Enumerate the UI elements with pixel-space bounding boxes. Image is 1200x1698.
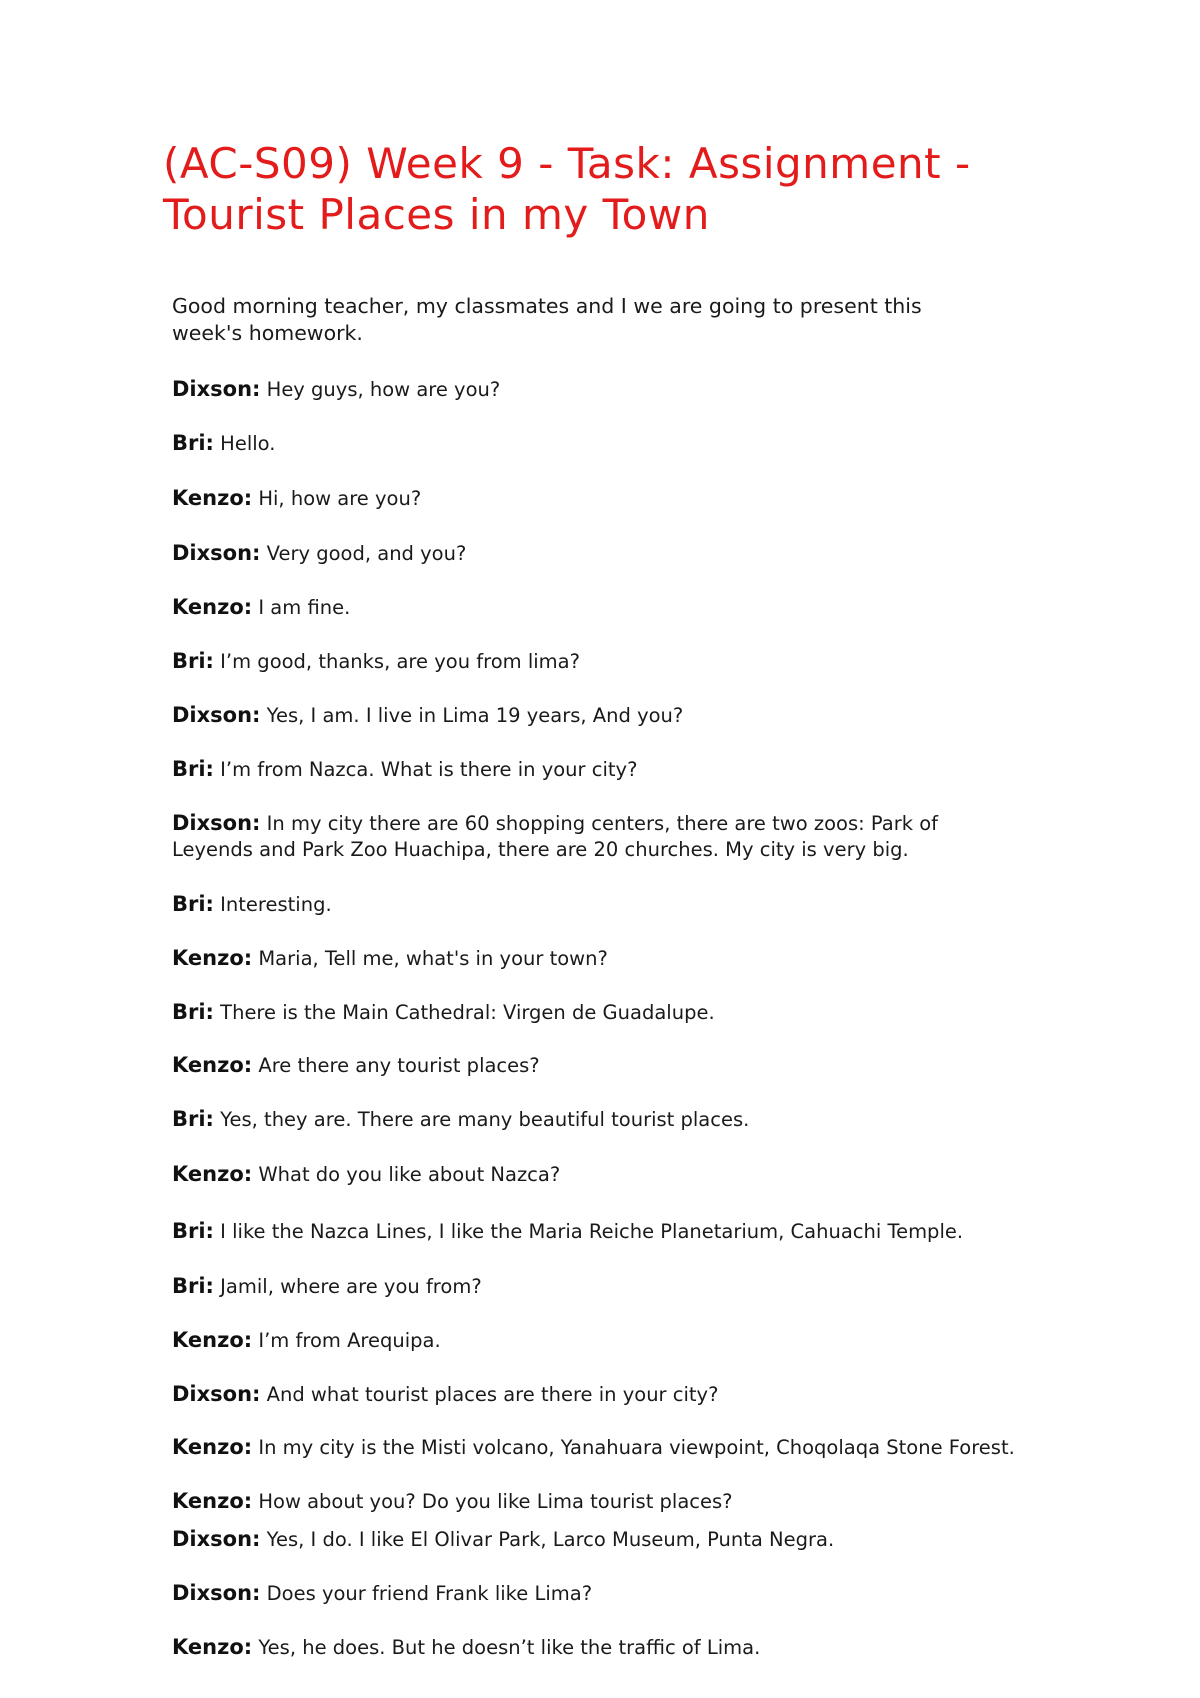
dialogue-text: Yes, they are. There are many beautiful tourist places. [213, 1108, 750, 1131]
dialogue-line [172, 1161, 1072, 1188]
dialogue-text: There is the Main Cathedral: Virgen de Guadalupe. [213, 1001, 715, 1024]
dialogue-line [172, 540, 1072, 567]
speaker-name: Bri: [172, 1274, 214, 1298]
dialogue-text: Are there any tourist places? [252, 1054, 540, 1077]
dialogue-line [172, 1434, 1072, 1461]
dialogue-line [172, 810, 952, 863]
dialogue-line [172, 594, 1072, 621]
dialogue-line [172, 1106, 1072, 1133]
dialogue-line [172, 1327, 1072, 1354]
speaker-name: Dixson: [172, 703, 261, 727]
speaker-name: Bri: [172, 431, 214, 455]
dialogue-line [172, 1488, 1072, 1515]
dialogue-line [172, 999, 1072, 1026]
dialogue-text: How about you? Do you like Lima tourist places? [252, 1490, 733, 1513]
dialogue-line [172, 1580, 1072, 1607]
speaker-name: Kenzo: [172, 486, 253, 510]
dialogue-text: I am fine. [252, 596, 351, 619]
dialogue-text: What do you like about Nazca? [252, 1163, 561, 1186]
dialogue-line [172, 891, 1072, 918]
dialogue-text: Hello. [213, 432, 276, 455]
dialogue-text: Hey guys, how are you? [260, 378, 501, 401]
speaker-name: Bri: [172, 1000, 214, 1024]
speaker-name: Kenzo: [172, 1635, 253, 1659]
speaker-name: Dixson: [172, 377, 261, 401]
speaker-name: Kenzo: [172, 1162, 253, 1186]
dialogue-line [172, 1052, 1072, 1079]
speaker-name: Kenzo: [172, 1489, 253, 1513]
dialogue-text: I like the Nazca Lines, I like the Maria Reiche Planetarium, Cahuachi Temple. [213, 1220, 964, 1243]
intro-paragraph: Good morning teacher, my classmates and I we are going to present this week's homework. [172, 294, 922, 345]
dialogue-line [172, 1634, 1072, 1661]
dialogue-line [172, 756, 1072, 783]
dialogue-line [172, 702, 1072, 729]
speaker-name: Dixson: [172, 1527, 261, 1551]
dialogue-line [172, 1273, 1072, 1300]
speaker-name: Dixson: [172, 541, 261, 565]
dialogue-line [172, 1526, 1072, 1553]
dialogue-text: Yes, I am. I live in Lima 19 years, And you? [260, 704, 684, 727]
dialogue-line [172, 485, 1072, 512]
speaker-name: Bri: [172, 1219, 214, 1243]
speaker-name: Kenzo: [172, 1053, 253, 1077]
dialogue-line [172, 945, 1072, 972]
dialogue-text: And what tourist places are there in your city? [260, 1383, 719, 1406]
speaker-name: Bri: [172, 892, 214, 916]
dialogue-line [172, 1381, 1072, 1408]
dialogue-text: Very good, and you? [260, 542, 467, 565]
dialogue-text: Yes, I do. I like El Olivar Park, Larco Museum, Punta Negra. [260, 1528, 835, 1551]
speaker-name: Dixson: [172, 1382, 261, 1406]
speaker-name: Kenzo: [172, 1328, 253, 1352]
speaker-name: Bri: [172, 757, 214, 781]
speaker-name: Kenzo: [172, 595, 253, 619]
speaker-name: Kenzo: [172, 1435, 253, 1459]
dialogue-text: Does your friend Frank like Lima? [260, 1582, 593, 1605]
dialogue-text: I’m from Nazca. What is there in your city? [213, 758, 638, 781]
speaker-name: Bri: [172, 1107, 214, 1131]
dialogue-text: Jamil, where are you from? [213, 1275, 482, 1298]
dialogue-text: In my city there are 60 shopping centers, there are two zoos: Park of Leyends and Park Zoo Huachipa, there are 20 churches. My city is very big. [172, 812, 939, 861]
dialogue-line [172, 376, 1072, 403]
dialogue-text: Hi, how are you? [252, 487, 422, 510]
speaker-name: Kenzo: [172, 946, 253, 970]
dialogue-text: Yes, he does. But he doesn’t like the traffic of Lima. [252, 1636, 761, 1659]
dialogue-text: Maria, Tell me, what's in your town? [252, 947, 608, 970]
dialogue-line [172, 648, 1072, 675]
dialogue-line [172, 430, 1072, 457]
speaker-name: Dixson: [172, 1581, 261, 1605]
dialogue-text: Interesting. [213, 893, 332, 916]
dialogue-text: I’m from Arequipa. [252, 1329, 441, 1352]
speaker-name: Bri: [172, 649, 214, 673]
dialogue-line [172, 1218, 1072, 1245]
dialogue-text: I’m good, thanks, are you from lima? [213, 650, 580, 673]
dialogue-text: In my city is the Misti volcano, Yanahuara viewpoint, Choqolaqa Stone Forest. [252, 1436, 1015, 1459]
document-title: (AC-S09) Week 9 - Task: Assignment - Tourist Places in my Town [163, 139, 971, 239]
speaker-name: Dixson: [172, 811, 261, 835]
